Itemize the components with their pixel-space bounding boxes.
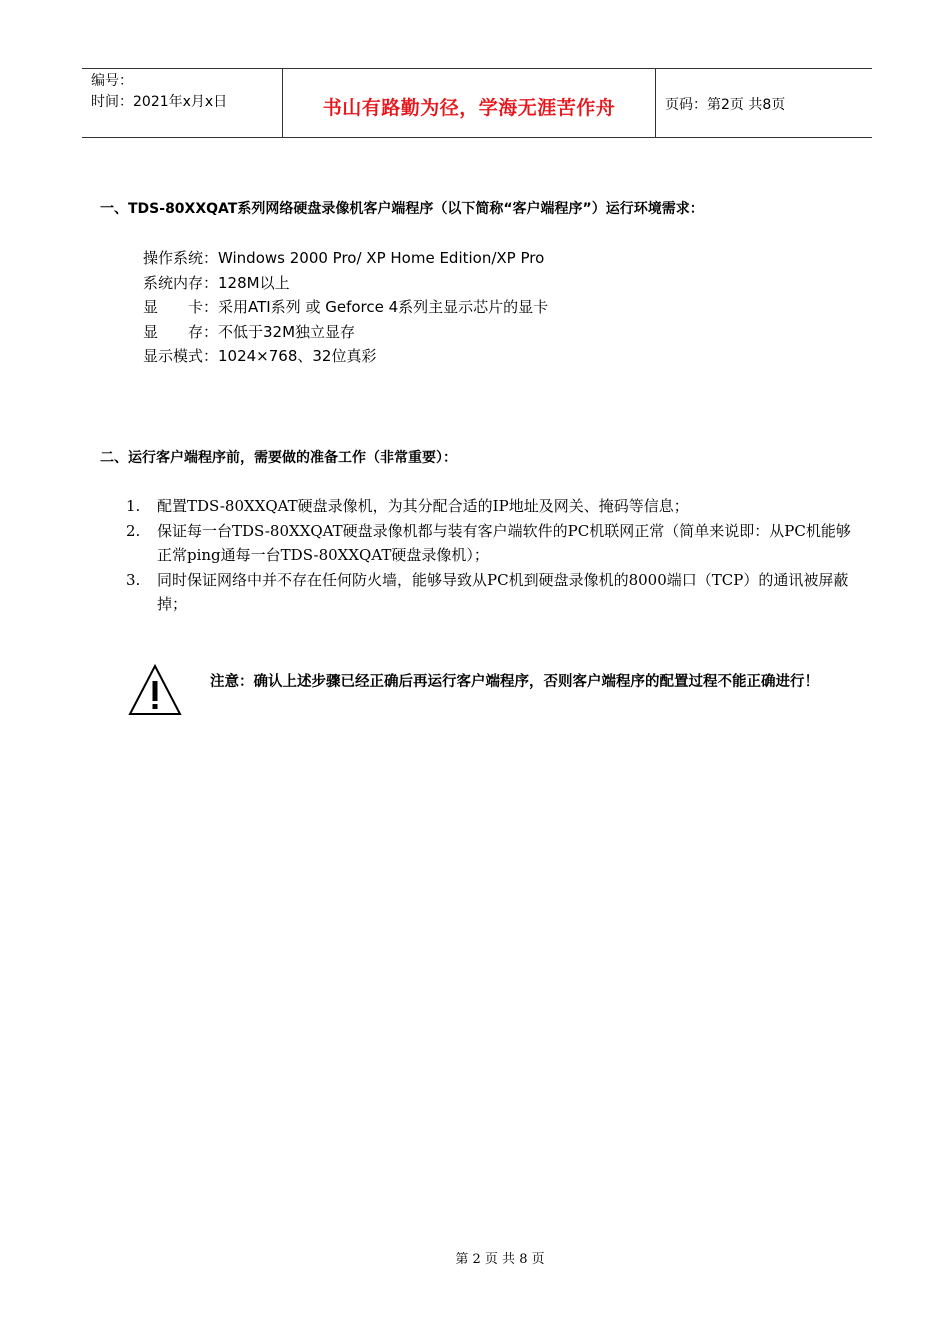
footer-page-number: 第 2 页 共 8 页 (455, 1252, 545, 1267)
requirement-os: 操作系统：Windows 2000 Pro/ XP Home Edition/XP Pro (143, 249, 545, 267)
list-item (126, 519, 861, 568)
list-item (126, 568, 861, 617)
list-item-text: 保证每一台TDS-80XXQAT硬盘录像机都与装有客户端软件的PC机联网正常（简单来说即：从PC机能够正常ping通每一台TDS-80XXQAT硬盘录像机）； (157, 521, 851, 564)
list-item-text: 同时保证网络中并不存在任何防火墙，能够导致从PC机到硬盘录像机的8000端口（TCP）的通讯被屏蔽掉； (157, 570, 849, 613)
warning-text: 注意：确认上述步骤已经正确后再运行客户端程序，否则客户端程序的配置过程不能正确进行！ (210, 674, 819, 690)
requirement-memory: 系统内存：128M以上 (143, 273, 290, 292)
header-motto: 书山有路勤为径，学海无涯苦作舟 (283, 69, 656, 137)
section2-heading: 二、运行客户端程序前，需要做的准备工作（非常重要）： (100, 450, 457, 466)
list-item-number: 2. (126, 521, 141, 540)
list-item-number: 1. (126, 497, 141, 515)
requirement-video-memory: 显 存：不低于32M独立显存 (143, 322, 356, 341)
header-page-number: 页码：第2页 共8页 (665, 97, 786, 113)
document-number: 编号： (91, 73, 133, 89)
preparation-list (126, 494, 861, 617)
section1-heading: 一、TDS-80XXQAT系列网络硬盘录像机客户端程序（以下简称“客户端程序”）运行环境需求： (100, 201, 704, 217)
header-info-cell (82, 69, 283, 137)
list-item (126, 494, 861, 519)
header-table (82, 68, 872, 138)
environment-requirements-list (143, 246, 548, 369)
warning-triangle-icon (128, 664, 182, 716)
document-time: 时间：2021年x月x日 (91, 94, 228, 110)
list-item-number: 3. (126, 570, 141, 589)
list-item-text: 配置TDS-80XXQAT硬盘录像机，为其分配合适的IP地址及网关、掩码等信息； (157, 497, 689, 515)
requirement-display-mode: 显示模式：1024×768、32位真彩 (143, 347, 377, 366)
requirement-graphics-card: 显 卡：采用ATI系列 或 Geforce 4系列主显示芯片的显卡 (143, 298, 549, 317)
